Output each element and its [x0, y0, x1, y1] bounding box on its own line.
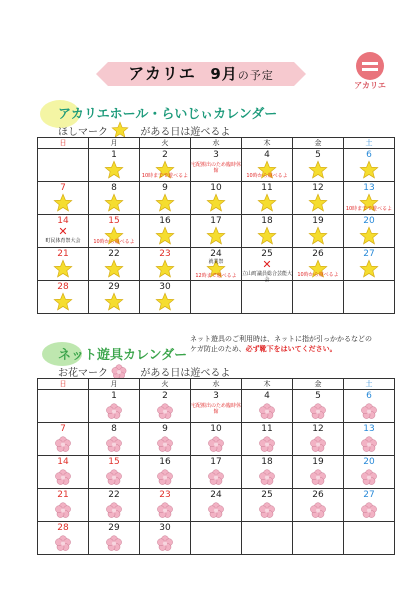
calendar-day-cell	[242, 182, 293, 215]
day-number: 5	[315, 150, 321, 160]
calendar-day-cell	[38, 390, 89, 423]
day-number: 19	[312, 457, 324, 467]
star-icon	[359, 259, 379, 279]
weekday-label: 木	[242, 379, 293, 390]
day-number: 2	[162, 150, 168, 160]
weekday-label: 日	[38, 379, 89, 390]
net-legend-prefix: お花マーク	[58, 368, 108, 379]
day-number: 2	[162, 391, 168, 401]
day-number: 6	[366, 150, 372, 160]
logo-stripe	[362, 62, 378, 65]
calendar-day-cell	[191, 215, 242, 248]
flower-icon	[55, 469, 72, 486]
logo-stripe	[362, 68, 378, 71]
day-note: 町民体育祭大会	[45, 238, 81, 244]
net-usage-note	[190, 334, 372, 354]
calendar-day-cell	[242, 248, 293, 281]
weekday-label: 金	[293, 379, 344, 390]
calendar-day-cell	[293, 423, 344, 456]
day-note: 10時までで遊べるよ	[141, 173, 189, 179]
title-suffix: の予定	[237, 69, 274, 82]
calendar-day-cell	[191, 182, 242, 215]
day-note: 10時から遊べるよ	[93, 239, 135, 245]
day-number: 30	[159, 282, 171, 292]
calendar-day-cell	[191, 489, 242, 522]
weekday-label: 木	[242, 138, 293, 149]
calendar-day-cell	[38, 248, 89, 281]
page-title	[108, 62, 294, 86]
star-icon	[104, 292, 124, 312]
star-icon	[206, 226, 226, 246]
calendar-day-cell	[293, 456, 344, 489]
day-number: 24	[210, 490, 222, 500]
day-number: 1	[111, 150, 117, 160]
star-icon	[104, 259, 124, 279]
flower-icon	[157, 535, 174, 552]
star-icon	[359, 226, 379, 246]
flower-icon	[106, 436, 123, 453]
calendar-day-cell	[89, 456, 140, 489]
calendar-day-cell	[191, 149, 242, 182]
day-number: 28	[57, 282, 69, 292]
flower-icon	[106, 469, 123, 486]
star-icon	[308, 226, 328, 246]
flower-icon	[157, 436, 174, 453]
hall-calendar-title: アカリエホール・らいじぃカレンダー	[58, 107, 278, 122]
calendar-day-cell	[89, 489, 140, 522]
flower-icon	[208, 502, 225, 519]
calendar-day-cell	[38, 149, 89, 182]
day-note: 12時まで遊べるよ	[195, 273, 237, 279]
day-number: 13	[363, 183, 375, 193]
day-number: 15	[108, 457, 120, 467]
calendar-week-row	[38, 390, 395, 423]
flower-icon	[259, 436, 276, 453]
day-number: 29	[108, 282, 120, 292]
star-icon	[308, 160, 328, 180]
calendar-day-cell	[38, 182, 89, 215]
calendar-day-cell	[242, 281, 293, 314]
star-icon	[359, 160, 379, 180]
calendar-day-cell	[344, 390, 395, 423]
calendar-day-cell	[293, 182, 344, 215]
month-label: 9月	[210, 65, 238, 83]
hall-calendar	[37, 137, 395, 314]
flower-icon	[310, 403, 327, 420]
day-number: 11	[261, 183, 273, 193]
day-number: 14	[57, 216, 69, 226]
calendar-day-cell	[140, 248, 191, 281]
day-number: 16	[159, 216, 171, 226]
net-calendar	[37, 378, 395, 555]
weekday-label: 日	[38, 138, 89, 149]
calendar-day-cell	[344, 149, 395, 182]
day-number: 28	[57, 523, 69, 533]
day-number: 10	[210, 424, 222, 434]
calendar-day-cell	[344, 182, 395, 215]
day-number: 25	[261, 490, 273, 500]
calendar-week-row	[38, 182, 395, 215]
calendar-day-cell	[242, 489, 293, 522]
weekday-label: 水	[191, 138, 242, 149]
day-number: 1	[111, 391, 117, 401]
day-number: 12	[312, 424, 324, 434]
flower-icon	[259, 469, 276, 486]
day-note: 10時から遊べるよ	[297, 272, 339, 278]
day-number: 5	[315, 391, 321, 401]
calendar-day-cell	[38, 522, 89, 555]
calendar-day-cell	[293, 489, 344, 522]
net-calendar-title: ネット遊具カレンダー	[58, 348, 188, 363]
calendar-day-cell	[344, 215, 395, 248]
star-icon	[155, 259, 175, 279]
calendar-day-cell	[293, 281, 344, 314]
calendar-day-cell	[140, 522, 191, 555]
calendar-day-cell	[140, 215, 191, 248]
net-note-line2-prefix: ケガ防止のため、	[190, 345, 246, 353]
star-icon	[257, 193, 277, 213]
day-number: 22	[108, 249, 120, 259]
weekday-label: 土	[344, 379, 395, 390]
flower-icon	[157, 403, 174, 420]
day-number: 21	[57, 490, 69, 500]
calendar-week-row	[38, 489, 395, 522]
flower-icon	[55, 436, 72, 453]
calendar-day-cell	[89, 149, 140, 182]
calendar-week-row	[38, 149, 395, 182]
day-number: 4	[264, 391, 270, 401]
calendar-day-cell	[344, 522, 395, 555]
akarie-logo	[356, 52, 384, 80]
day-number: 16	[159, 457, 171, 467]
weekday-label: 月	[89, 138, 140, 149]
flower-icon	[361, 502, 378, 519]
day-number: 17	[210, 216, 222, 226]
day-number: 15	[108, 216, 120, 226]
weekday-label: 火	[140, 138, 191, 149]
day-number: 20	[363, 457, 375, 467]
day-number: 6	[366, 391, 372, 401]
day-note: 10時までで遊べるよ	[345, 206, 393, 212]
flower-icon	[310, 436, 327, 453]
day-number: 14	[57, 457, 69, 467]
calendar-week-row	[38, 281, 395, 314]
day-note: 立山町議員総合芸能大会	[242, 271, 293, 283]
calendar-week-row	[38, 456, 395, 489]
calendar-day-cell	[140, 182, 191, 215]
weekday-label: 月	[89, 379, 140, 390]
calendar-day-cell	[140, 489, 191, 522]
calendar-day-cell	[191, 248, 242, 281]
calendar-day-cell	[242, 390, 293, 423]
closed-cross-icon: ✕	[262, 258, 272, 271]
net-note-line1: ネット遊具のご利用時は、ネットに指が引っかかるなどの	[190, 335, 372, 343]
calendar-day-cell	[140, 456, 191, 489]
day-number: 8	[111, 183, 117, 193]
day-note: 就業祭	[208, 259, 224, 265]
weekday-label: 水	[191, 379, 242, 390]
calendar-week-row	[38, 522, 395, 555]
net-legend-suffix: がある日は遊べるよ	[140, 368, 231, 379]
calendar-week-row	[38, 215, 395, 248]
calendar-day-cell	[89, 423, 140, 456]
calendar-day-cell	[38, 456, 89, 489]
flower-icon	[310, 469, 327, 486]
day-note: 10時から遊べるよ	[246, 173, 288, 179]
day-number: 26	[312, 490, 324, 500]
calendar-day-cell	[89, 182, 140, 215]
calendar-day-cell	[293, 149, 344, 182]
day-number: 12	[312, 183, 324, 193]
star-icon	[53, 193, 73, 213]
day-number: 30	[159, 523, 171, 533]
calendar-day-cell	[242, 215, 293, 248]
flower-icon	[361, 469, 378, 486]
day-number: 24	[210, 249, 222, 259]
star-icon	[53, 292, 73, 312]
star-icon	[257, 226, 277, 246]
flower-icon	[55, 502, 72, 519]
day-number: 9	[162, 424, 168, 434]
calendar-day-cell	[191, 281, 242, 314]
day-number: 3	[213, 150, 219, 160]
flower-icon	[208, 436, 225, 453]
flower-icon	[259, 502, 276, 519]
day-number: 3	[213, 391, 219, 401]
flower-icon	[157, 469, 174, 486]
calendar-day-cell	[344, 489, 395, 522]
calendar-day-cell	[293, 248, 344, 281]
weekday-label: 金	[293, 138, 344, 149]
star-icon	[53, 259, 73, 279]
flower-icon	[106, 535, 123, 552]
calendar-day-cell	[89, 215, 140, 248]
hall-legend-suffix: がある日は遊べるよ	[140, 127, 231, 138]
calendar-day-cell	[344, 423, 395, 456]
calendar-week-row	[38, 248, 395, 281]
calendar-day-cell	[140, 149, 191, 182]
calendar-day-cell	[242, 522, 293, 555]
day-number: 19	[312, 216, 324, 226]
logo-text: アカリエ	[354, 81, 386, 90]
calendar-day-cell	[140, 423, 191, 456]
calendar-day-cell	[293, 215, 344, 248]
day-number: 10	[210, 183, 222, 193]
calendar-day-cell	[38, 423, 89, 456]
day-number: 13	[363, 424, 375, 434]
day-number: 29	[108, 523, 120, 533]
flower-icon	[361, 436, 378, 453]
weekday-label: 火	[140, 379, 191, 390]
flower-icon	[106, 403, 123, 420]
calendar-day-cell	[89, 390, 140, 423]
flower-icon	[208, 469, 225, 486]
day-number: 9	[162, 183, 168, 193]
calendar-day-cell	[191, 423, 242, 456]
day-note: 宅配搬出のため臨時休館	[191, 162, 242, 174]
flower-icon	[259, 403, 276, 420]
day-number: 4	[264, 150, 270, 160]
day-number: 17	[210, 457, 222, 467]
calendar-day-cell	[191, 522, 242, 555]
day-number: 7	[60, 183, 66, 193]
calendar-day-cell	[89, 248, 140, 281]
closed-cross-icon: ✕	[58, 225, 68, 238]
day-number: 23	[159, 490, 171, 500]
calendar-day-cell	[89, 522, 140, 555]
day-number: 18	[261, 457, 273, 467]
calendar-day-cell	[242, 423, 293, 456]
star-icon	[155, 226, 175, 246]
calendar-day-cell	[242, 149, 293, 182]
day-number: 20	[363, 216, 375, 226]
calendar-day-cell	[242, 456, 293, 489]
weekday-header-row	[38, 379, 395, 390]
calendar-week-row	[38, 423, 395, 456]
day-number: 23	[159, 249, 171, 259]
calendar-day-cell	[293, 390, 344, 423]
weekday-header-row	[38, 138, 395, 149]
calendar-day-cell	[293, 522, 344, 555]
calendar-day-cell	[191, 390, 242, 423]
net-note-warning: 必ず靴下をはいてください。	[245, 345, 337, 353]
calendar-day-cell	[191, 456, 242, 489]
calendar-day-cell	[38, 215, 89, 248]
day-number: 27	[363, 249, 375, 259]
star-icon	[155, 193, 175, 213]
calendar-day-cell	[89, 281, 140, 314]
flower-icon	[361, 403, 378, 420]
calendar-day-cell	[140, 281, 191, 314]
day-number: 27	[363, 490, 375, 500]
star-icon	[155, 292, 175, 312]
calendar-day-cell	[38, 281, 89, 314]
day-number: 25	[261, 249, 273, 259]
flower-icon	[106, 502, 123, 519]
calendar-day-cell	[344, 456, 395, 489]
day-number: 7	[60, 424, 66, 434]
star-icon	[206, 193, 226, 213]
star-icon	[104, 193, 124, 213]
weekday-label: 土	[344, 138, 395, 149]
hall-legend-prefix: ほしマーク	[58, 127, 108, 138]
calendar-day-cell	[38, 489, 89, 522]
day-note: 宅配搬出のため臨時休館	[191, 403, 242, 415]
day-number: 21	[57, 249, 69, 259]
brand-name: アカリエ	[128, 64, 196, 83]
flower-icon	[157, 502, 174, 519]
calendar-day-cell	[140, 390, 191, 423]
day-number: 8	[111, 424, 117, 434]
calendar-day-cell	[344, 281, 395, 314]
day-number: 22	[108, 490, 120, 500]
flower-icon	[55, 535, 72, 552]
day-number: 11	[261, 424, 273, 434]
net-note-line2	[190, 344, 372, 354]
day-number: 26	[312, 249, 324, 259]
star-icon	[308, 193, 328, 213]
day-number: 18	[261, 216, 273, 226]
flower-icon	[310, 502, 327, 519]
star-icon	[104, 160, 124, 180]
calendar-day-cell	[344, 248, 395, 281]
